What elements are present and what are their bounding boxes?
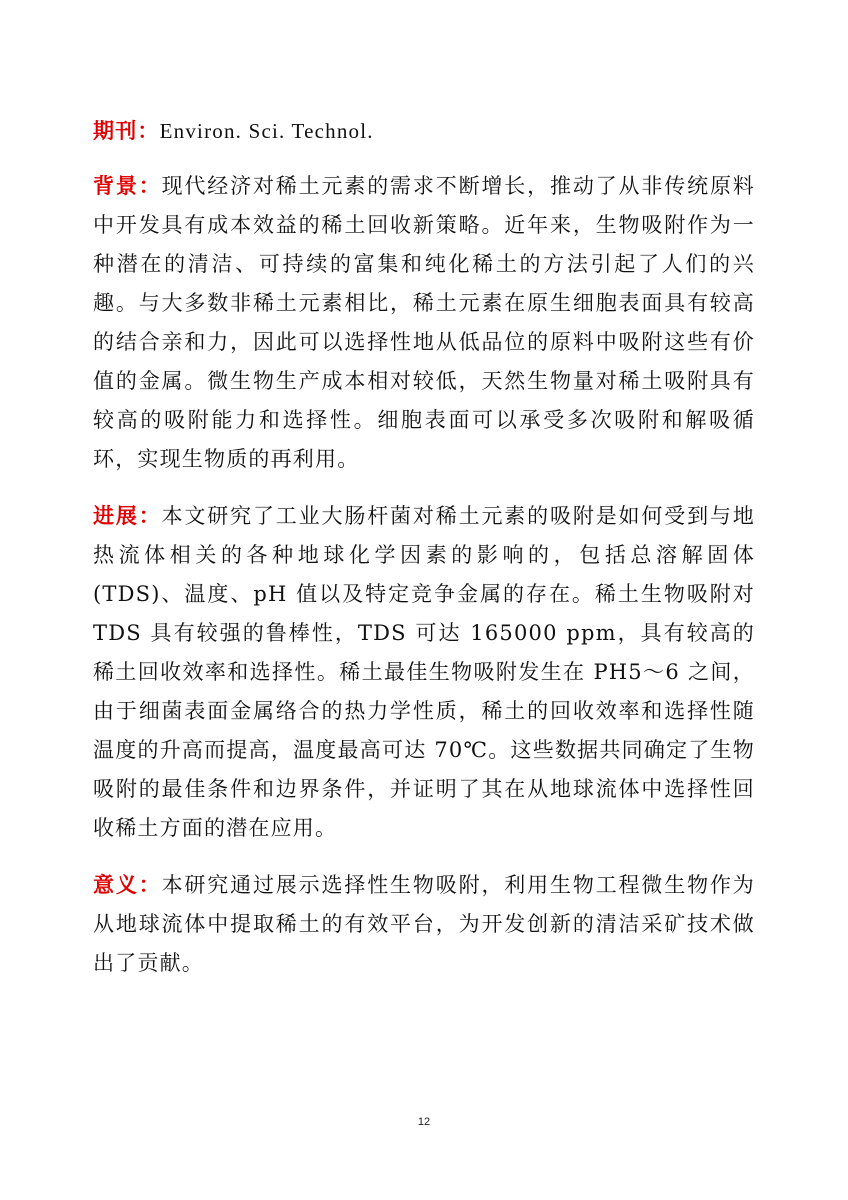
- background-label: 背景：: [93, 174, 162, 198]
- significance-paragraph: [93, 866, 755, 983]
- document-page: [93, 112, 755, 1001]
- page-number: 12: [417, 1116, 431, 1128]
- progress-paragraph: [93, 497, 755, 848]
- significance-label: 意义：: [93, 873, 162, 897]
- background-text: 现代经济对稀土元素的需求不断增长，推动了从非传统原料中开发具有成本效益的稀土回收新策略。近年来，生物吸附作为一种潜在的清洁、可持续的富集和纯化稀土的方法引起了人们的兴趣。与大多数非稀土元素相比，稀土元素在原生细胞表面具有较高的结合亲和力，因此可以选择性地从低品位的原料中吸附这些有价值的金属。微生物生产成本相对较低，天然生物量对稀土吸附具有较高的吸附能力和选择性。细胞表面可以承受多次吸附和解吸循环，实现生物质的再利用。: [93, 174, 755, 471]
- journal-line: [93, 112, 755, 151]
- progress-text: 本文研究了工业大肠杆菌对稀土元素的吸附是如何受到与地热流体相关的各种地球化学因素的影响的，包括总溶解固体(TDS)、温度、pH 值以及特定竞争金属的存在。稀土生物吸附对 TDS 具有较强的鲁棒性，TDS 可达 165000 ppm，具有较高的稀土回收效率和选择性。稀土最佳生物吸附发生在 PH5～6 之间，由于细菌表面金属络合的热力学性质，稀土的回收效率和选择性随温度的升高而提高，温度最高可达 70℃。这些数据共同确定了生物吸附的最佳条件和边界条件，并证明了其在从地球流体中选择性回收稀土方面的潜在应用。: [93, 504, 755, 840]
- journal-label: 期刊：: [93, 119, 160, 143]
- journal-name: Environ. Sci. Technol.: [159, 119, 374, 143]
- background-paragraph: [93, 167, 755, 479]
- progress-label: 进展：: [93, 504, 162, 528]
- significance-text: 本研究通过展示选择性生物吸附，利用生物工程微生物作为从地球流体中提取稀土的有效平台，为开发创新的清洁采矿技术做出了贡献。: [93, 873, 755, 975]
